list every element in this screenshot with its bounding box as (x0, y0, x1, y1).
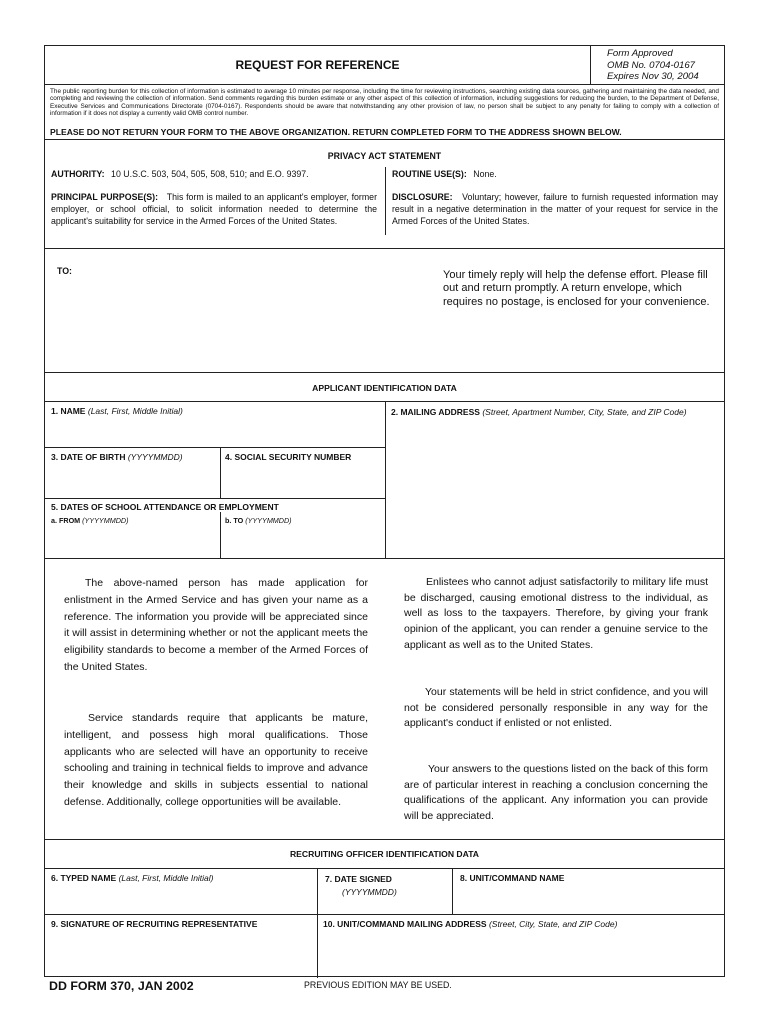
approval-line-1: Form Approved (607, 48, 673, 59)
edition-note: PREVIOUS EDITION MAY BE USED. (304, 980, 452, 990)
field-mailing-address-hint: (Street, Apartment Number, City, State, and ZIP Code) (482, 407, 687, 417)
privacy-act-title: PRIVACY ACT STATEMENT (327, 151, 442, 161)
purpose-text: This form is mailed to an applicant's employer, former employer, or school official, to solicit information needed to determine the applicant's suitability for service in the Armed Forces of the United States. (51, 192, 377, 226)
privacy-purpose (51, 191, 377, 227)
narrative-right-p3: Your answers to the questions listed on the back of this form are of particular interest in reaching a conclusion concerning the qualifications of the applicant. Any information you can provide will be appreciated. (404, 763, 708, 823)
narrative-left-p2: Service standards require that applicants be mature, intelligent, and possess high moral qualifications. Those applicants who are selected will have an opportunity to receive schooling and training in technical fields to improve and advance their knowledge and skills in subjects essential to national defense. Additionally, college opportunities will be available. (64, 712, 368, 808)
burden-statement: The public reporting burden for this collection of information is estimated to average 10 minutes per response, including the time for reviewing instructions, searching existing data sources, gathering and maintaining the data needed, and completing and reviewing the collection of information. Send comments regarding this burden estimate or any other aspect of this collection of information, including suggestions for reducing the burden, to the Department of Defense, Executive Services and Communications Directorate (0704-0167). Respondents should be aware that notwithstanding any other provision of law, no person shall be subject to any penalty for failing to comply with a collection of information if it does not display a currently valid OMB control number. (50, 88, 719, 118)
field-unit-address-hint: (Street, City, State, and ZIP Code) (488, 919, 618, 929)
field-ssn[interactable] (220, 447, 385, 498)
disclosure-label: DISCLOSURE: (392, 192, 453, 202)
field-typed-name-hint: (Last, First, Middle Initial) (118, 873, 214, 883)
recruiter-section-title: RECRUITING OFFICER IDENTIFICATION DATA (289, 849, 480, 859)
field-date-signed-hint: (YYYYMMDD) (342, 886, 397, 897)
approval-line-3: Expires Nov 30, 2004 (607, 71, 699, 82)
field-signature[interactable] (45, 914, 317, 976)
field-name[interactable] (45, 401, 385, 447)
field-from-hint: (YYYYMMDD) (82, 516, 129, 525)
field-mailing-address-label: 2. MAILING ADDRESS (391, 407, 480, 417)
routine-label: ROUTINE USE(S): (392, 169, 467, 179)
field-unit-command-name[interactable] (452, 868, 724, 914)
field-from-date[interactable] (45, 512, 220, 558)
reference-form (44, 45, 725, 977)
field-dob-hint: (YYYYMMDD) (127, 452, 183, 462)
field-dates-attendance-label: 5. DATES OF SCHOOL ATTENDANCE OR EMPLOYMENT (51, 502, 279, 512)
omb-approval (607, 48, 699, 83)
reply-message: Your timely reply will help the defense effort. Please fill out and return promptly. A return envelope, which requires no postage, is enclosed for your convenience. (443, 269, 710, 308)
field-to-label: b. TO (225, 516, 244, 525)
narrative-left-p1: The above-named person has made application for enlistment in the Armed Service and has given your name as a reference. The information you provide will be appreciated since it will assist in determining whether or not the applicant meets the eligibility standards to become a member of the Armed Forces of the United States. (64, 577, 368, 673)
privacy-disclosure (392, 191, 718, 227)
field-typed-name-label: 6. TYPED NAME (51, 873, 117, 883)
field-name-label: 1. NAME (51, 406, 86, 416)
authority-label: AUTHORITY: (51, 169, 105, 179)
to-label: TO: (57, 266, 72, 276)
to-address-area[interactable] (85, 261, 425, 361)
authority-text: 10 U.S.C. 503, 504, 505, 508, 510; and E.O. 9397. (111, 169, 309, 179)
field-unit-mailing-address[interactable] (317, 914, 724, 976)
field-ssn-label: 4. SOCIAL SECURITY NUMBER (225, 452, 352, 462)
field-unit-name-label: 8. UNIT/COMMAND NAME (460, 873, 565, 883)
form-number: DD FORM 370, JAN 2002 (49, 979, 194, 993)
field-to-hint: (YYYYMMDD) (245, 516, 292, 525)
field-typed-name[interactable] (45, 868, 317, 914)
field-mailing-address[interactable] (385, 401, 724, 558)
field-to-date[interactable] (220, 512, 385, 558)
privacy-authority (51, 168, 377, 180)
approval-line-2: OMB No. 0704-0167 (607, 59, 695, 71)
field-date-signed[interactable] (317, 868, 452, 914)
routine-text: None. (473, 169, 497, 179)
field-date-signed-label: 7. DATE SIGNED (325, 874, 392, 884)
field-dob-label: 3. DATE OF BIRTH (51, 452, 126, 462)
privacy-routine-use (392, 168, 718, 180)
narrative-right-p2: Your statements will be held in strict confidence, and you will not be considered personally responsible in any way for the applicant's conduct if enlisted or not enlisted. (404, 686, 708, 730)
field-from-label: a. FROM (51, 516, 81, 525)
applicant-section-title: APPLICANT IDENTIFICATION DATA (312, 383, 457, 393)
return-warning: PLEASE DO NOT RETURN YOUR FORM TO THE ABOVE ORGANIZATION. RETURN COMPLETED FORM TO THE ADDRESS SHOWN BELOW. (50, 127, 622, 137)
field-signature-label: 9. SIGNATURE OF RECRUITING REPRESENTATIVE (51, 919, 258, 929)
purpose-label: PRINCIPAL PURPOSE(S): (51, 192, 158, 202)
field-date-of-birth[interactable] (45, 447, 220, 498)
form-title: REQUEST FOR REFERENCE (235, 58, 400, 72)
narrative-right-p1: Enlistees who cannot adjust satisfactorily to military life must be discharged, causing emotional distress to the individual, as well as loss to the taxpayers. Therefore, by giving your frank opinion of the applicant, you can render a genuine service to the applicant as well as to the United States. (404, 576, 708, 651)
disclosure-text: Voluntary; however, failure to furnish requested information may result in a negative determination in the matter of your request for service in the Armed Forces of the United States. (392, 192, 718, 226)
field-unit-address-label: 10. UNIT/COMMAND MAILING ADDRESS (323, 919, 487, 929)
field-name-hint: (Last, First, Middle Initial) (87, 406, 183, 416)
